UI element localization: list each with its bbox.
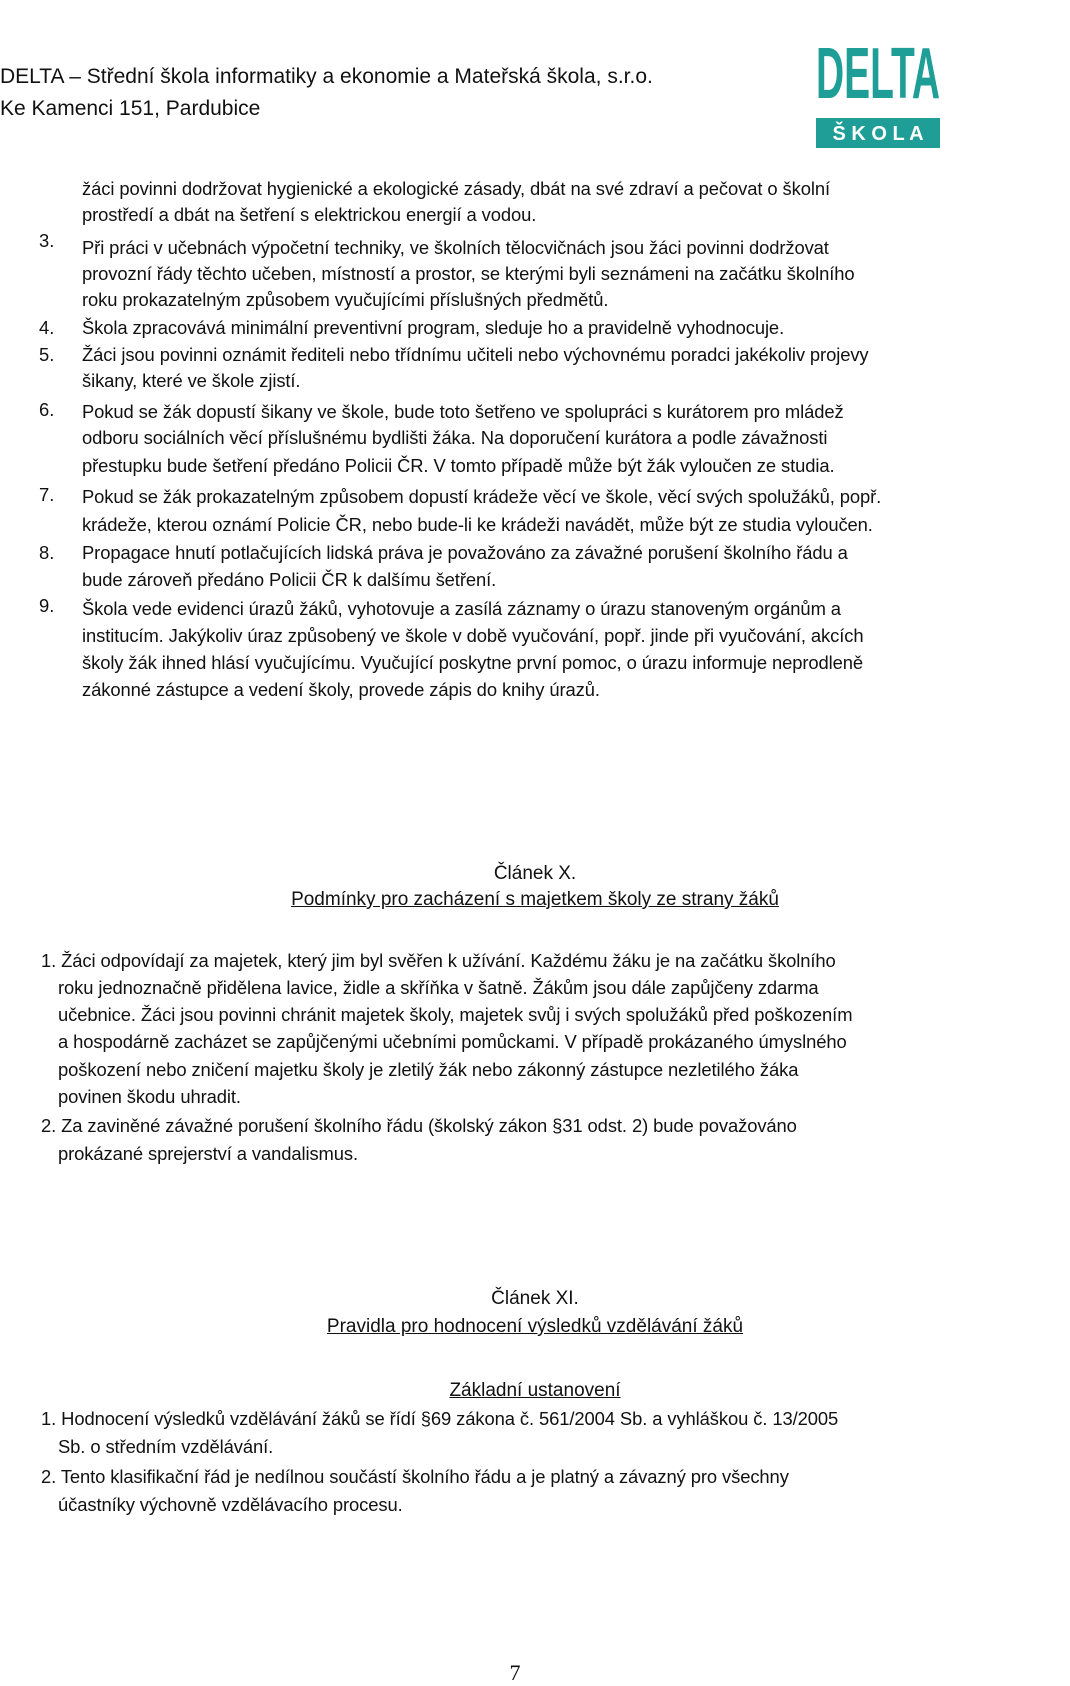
list-item-line: Propagace hnutí potlačujících lidská práva je považováno za závažné porušení školního řádu a	[82, 542, 848, 563]
header-school-name: DELTA – Střední škola informatiky a ekonomie a Mateřská škola, s.r.o.	[0, 65, 653, 88]
list-item-line: Pokud se žák prokazatelným způsobem dopustí krádeže věcí ve škole, věcí svých spolužáků, popř.	[82, 486, 882, 507]
list-item-line: školy žák ihned hlásí vyučujícímu. Vyučující poskytne první pomoc, o úrazu informuje neprodleně	[82, 652, 864, 673]
page-number: 7	[509, 1660, 521, 1685]
paragraph-line: poškození nebo zničení majetku školy je zletilý žák nebo zákonný zástupce nezletilého žáka	[58, 1059, 799, 1080]
article-xi-title: Článek XI.	[491, 1288, 579, 1309]
list-item-line: Pokud se žák dopustí šikany ve škole, bude toto šetřeno ve spolupráci s kurátorem pro mládež	[82, 401, 844, 422]
logo-subtitle: Š K O L A	[832, 123, 924, 145]
list-number: 7.	[39, 484, 55, 505]
paragraph-line: Sb. o středním vzdělávání.	[58, 1436, 274, 1457]
paragraph-line: roku jednoznačně přidělena lavice, židle a skříňka v šatně. Žákům jsou dále zapůjčeny zdarma	[58, 977, 819, 998]
paragraph-line: 2. Za zaviněné závažné porušení školního řádu (školský zákon §31 odst. 2) bude považováno	[41, 1115, 797, 1136]
list-number: 6.	[39, 399, 55, 420]
continuation-line-2: prostředí a dbát na šetření s elektrickou energií a vodou.	[82, 204, 537, 225]
list-item-line: Žáci jsou povinni oznámit řediteli nebo třídnímu učiteli nebo výchovnému poradci jakékoliv projevy	[82, 344, 869, 365]
list-number: 8.	[39, 542, 55, 563]
list-number: 9.	[39, 595, 55, 616]
list-item-line: institucím. Jakýkoliv úraz způsobený ve škole v době vyučování, popř. jinde při vyučování, akcích	[82, 625, 864, 646]
list-item-line: krádeže, kterou oznámí Policie ČR, nebo bude-li ke krádeži navádět, může být ze studia vyloučen.	[82, 514, 873, 535]
section-heading: Základní ustanovení	[449, 1380, 621, 1401]
delta-logo	[810, 14, 946, 148]
list-number: 3.	[39, 230, 55, 251]
header-address: Ke Kamenci 151, Pardubice	[0, 97, 261, 120]
list-item-line: Při práci v učebnách výpočetní techniky, ve školních tělocvičnách jsou žáci povinni dodržovat	[82, 237, 829, 258]
paragraph-line: učebnice. Žáci jsou povinni chránit majetek školy, majetek svůj i svých spolužáků před poškozením	[58, 1004, 853, 1025]
list-item-line: provozní řády těchto učeben, místností a prostor, se kterými byli seznámeni na začátku školního	[82, 263, 855, 284]
list-item-line: přestupku bude šetření předáno Policii ČR. V tomto případě může být žák vyloučen ze studia.	[82, 455, 835, 476]
list-number: 5.	[39, 344, 55, 365]
paragraph-line: a hospodárně zacházet se zapůjčenými učebními pomůckami. V případě prokázaného úmyslného	[58, 1031, 847, 1052]
list-item-line: zákonné zástupce a vedení školy, provede zápis do knihy úrazů.	[82, 679, 600, 700]
list-item-line: šikany, které ve škole zjistí.	[82, 370, 301, 391]
paragraph-line: účastníky výchovně vzdělávacího procesu.	[58, 1494, 403, 1515]
paragraph-line: povinen škodu uhradit.	[58, 1086, 241, 1107]
list-item-line: bude zároveň předáno Policii ČR k dalšímu šetření.	[82, 569, 497, 590]
list-item-line: Škola zpracovává minimální preventivní program, sleduje ho a pravidelně vyhodnocuje.	[82, 317, 785, 338]
article-x-subtitle: Podmínky pro zacházení s majetkem školy ze strany žáků	[291, 889, 779, 910]
list-item-line: odboru sociálních věcí příslušnému bydlišti žáka. Na doporučení kurátora a podle závažnosti	[82, 427, 828, 448]
list-item-line: roku prokazatelným způsobem vyučujícími příslušných předmětů.	[82, 289, 609, 310]
list-number: 4.	[39, 317, 55, 338]
list-item-line: Škola vede evidenci úrazů žáků, vyhotovuje a zasílá záznamy o úrazu stanoveným orgánům a	[82, 598, 841, 619]
paragraph-line: prokázané sprejerství a vandalismus.	[58, 1143, 358, 1164]
paragraph-line: 1. Hodnocení výsledků vzdělávání žáků se řídí §69 zákona č. 561/2004 Sb. a vyhláškou č. 13/2005	[41, 1408, 839, 1429]
article-x-title: Článek X.	[493, 863, 577, 884]
article-xi-subtitle: Pravidla pro hodnocení výsledků vzdělávání žáků	[326, 1316, 744, 1337]
paragraph-line: 1. Žáci odpovídají za majetek, který jim byl svěřen k užívání. Každému žáku je na začátku školního	[41, 950, 836, 971]
continuation-line-1: žáci povinni dodržovat hygienické a ekologické zásady, dbát na své zdraví a pečovat o školní	[82, 178, 830, 199]
logo-wordmark: DELTA	[816, 34, 940, 115]
paragraph-line: 2. Tento klasifikační řád je nedílnou součástí školního řádu a je platný a závazný pro všechny	[41, 1466, 789, 1487]
